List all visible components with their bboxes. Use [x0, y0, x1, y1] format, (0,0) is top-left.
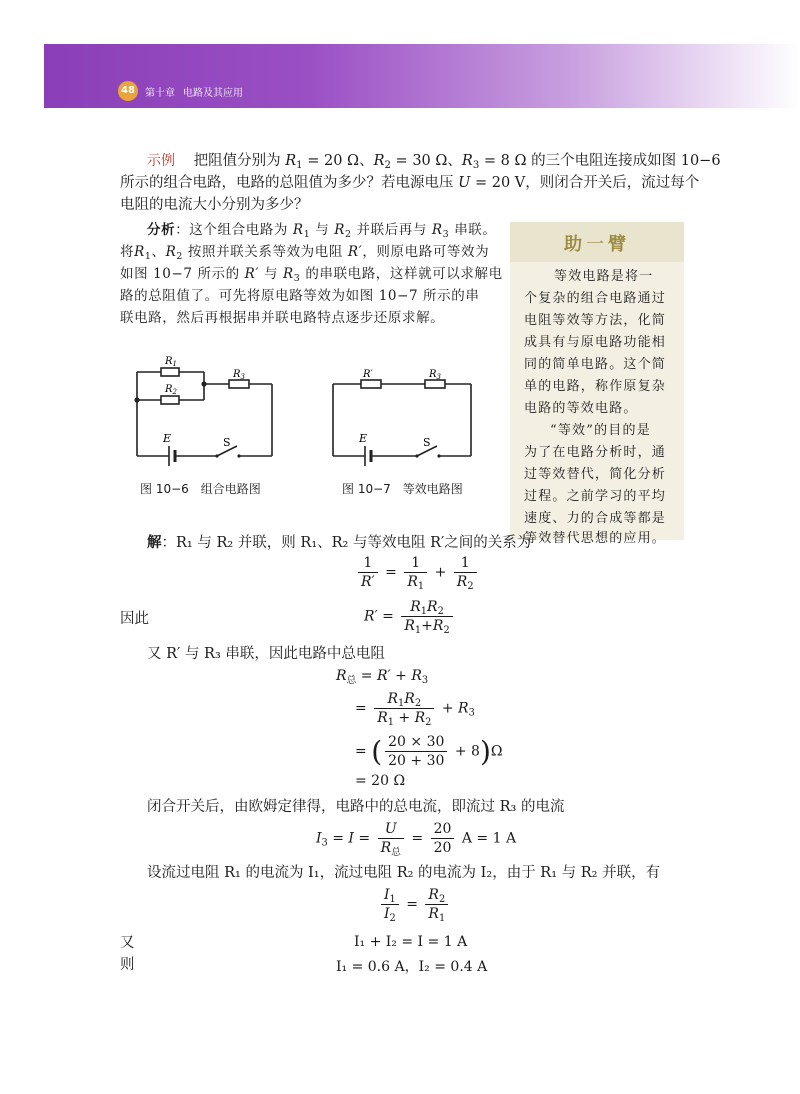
example-text-2: 所示的组合电路，电路的总阻值为多少？若电源电压: [120, 175, 454, 191]
chapter-number: 第十章: [145, 88, 175, 99]
sidebar-line: “等效”的目的是: [550, 423, 651, 438]
equation-ratio: $\frac{I_1}{I_2}$ = $\frac{R_2}{R_1}$: [378, 886, 451, 923]
sidebar-line: 个复杂的组合电路通过: [524, 291, 667, 306]
helper-sidebar-title: [510, 230, 684, 256]
sidebar-line: 过等效替代，简化分析: [524, 467, 667, 482]
example-line-1: 示例 把阻值分别为 $R_1 = 20$ Ω、$R_2 = 30$ Ω、$R_3 = 8$ Ω 的三个电阻连接成如图 10−6: [147, 153, 721, 171]
label-rprime: R′: [363, 369, 373, 380]
sidebar-line: 为了在电路分析时，通: [524, 445, 667, 460]
resistor-r1: [161, 368, 179, 376]
current-split-line: 设流过电阻 R₁ 的电流为 I₁，流过电阻 R₂ 的电流为 I₂，由于 R₁ 与 R₂ 并联，有: [147, 865, 661, 881]
sidebar-line: 速度、力的合成等都是: [524, 511, 667, 526]
sidebar-line: 等效电路是将一: [554, 269, 654, 284]
sidebar-title-right: 臂: [608, 234, 630, 255]
analysis-text-2a: 将: [120, 244, 135, 260]
equation-rprime: R′ = $\frac{R_1R_2}{R_1+R_2}$: [364, 598, 456, 635]
current-result: A = 1 A: [461, 830, 517, 847]
resistor-r2: [161, 396, 179, 404]
ohm-law-line: 闭合开关后，由欧姆定律得，电路中的总电流，即流过 R₃ 的电流: [147, 799, 565, 815]
figure-10-7-caption: 图 10−7 等效电路图: [342, 482, 463, 496]
sidebar-line: 同的简单电路。这个简: [524, 357, 667, 372]
label-e: E: [359, 432, 368, 445]
analysis-text-1b: 与: [315, 222, 330, 238]
sidebar-line: 成具有与原电路功能相: [524, 335, 667, 350]
switch-contact: [415, 454, 418, 457]
helper-sidebar-header: [510, 222, 684, 262]
label-r2: $R_2$: [165, 384, 177, 396]
example-text-1: 把阻值分别为: [193, 153, 281, 169]
equation-total-2: = $\frac{R_1R_2}{R_1 + R_2}$ + $R_3$: [355, 691, 475, 728]
then-label: 则: [120, 957, 135, 973]
equation-result: I₁ = 0.6 A，I₂ = 0.4 A: [336, 959, 488, 975]
solution-label: 解: [147, 534, 162, 551]
label-e: E: [163, 432, 172, 445]
analysis-text-3c: 的串联电路，这样就可以求解电: [305, 266, 503, 282]
analysis-line-3: 如图 10−7 所示的 R′ 与 $R_3$ 的串联电路，这样就可以求解电: [120, 266, 503, 284]
analysis-text-1d: 串联。: [454, 222, 497, 238]
equation-total-4: = 20 Ω: [355, 773, 406, 789]
analysis-label: 分析: [147, 222, 176, 238]
analysis-line-1: 分析：这个组合电路为 $R_1$ 与 $R_2$ 并联后再与 $R_3$ 串联。: [147, 222, 497, 240]
solution-intro-text: ：R₁ 与 R₂ 并联，则 R₁、R₂ 与等效电阻 R′之间的关系为: [161, 535, 532, 551]
analysis-text-2d: ，则原电路可等效为: [362, 244, 490, 260]
sidebar-line: 单的电路，称作原复杂: [524, 379, 667, 394]
equation-current: $I_3 = I$ = $\frac{U}{R_总}$ = $\frac{20}{20}$ A = 1 A: [316, 821, 517, 858]
value-r2: 30 Ω: [412, 153, 448, 169]
analysis-text-2c: 按照并联关系等效为电阻: [187, 244, 343, 260]
sidebar-line: 电路的等效电路。: [524, 401, 638, 416]
value-u: 20 V: [491, 175, 526, 191]
equation-total-3: = ( $\frac{20 \times 30}{20 + 30}$ + 8)Ω: [355, 734, 503, 769]
resistor-r3: [229, 380, 249, 388]
switch-contact: [237, 454, 240, 457]
label-r3: $R_3$: [233, 369, 245, 381]
label-s: S: [423, 436, 431, 449]
analysis-line-2: 将$R_1$、$R_2$ 按照并联关系等效为电阻 R′，则原电路可等效为: [120, 244, 490, 262]
figure-10-6-caption: 图 10−6 组合电路图: [140, 482, 261, 496]
analysis-line-5: 联电路，然后再根据串并联电路特点逐步还原求解。: [120, 310, 445, 326]
sidebar-title-mid: 一: [586, 234, 608, 255]
label-s: S: [223, 436, 231, 449]
therefore-label: 因此: [120, 611, 149, 627]
chapter-heading: [145, 84, 251, 99]
example-line-2: 所示的组合电路，电路的总阻值为多少？若电源电压 U = 20 V，则闭合开关后，流过每个: [120, 175, 700, 191]
switch-contact: [215, 454, 218, 457]
equation-parallel-reciprocal: $\frac{1}{R'}$ = $\frac{1}{R_1}$ + $\frac{1}{R_2}$: [355, 554, 480, 591]
example-line-3: 电阻的电流大小分别为多少？: [120, 197, 309, 213]
chapter-title: 电路及其应用: [183, 88, 243, 99]
sidebar-title-left: 助: [564, 234, 586, 255]
example-label: 示例: [147, 153, 175, 169]
sidebar-line: 等效替代思想的应用。: [524, 531, 667, 546]
junction-dot: [201, 381, 206, 386]
switch-contact: [437, 454, 440, 457]
analysis-text-2b: 、: [151, 244, 166, 260]
equation-sum: I₁ + I₂ = I = 1 A: [354, 934, 468, 950]
page-number: 48: [118, 81, 138, 101]
analysis-text-3a: 如图 10−7 所示的: [120, 266, 240, 282]
equation-total-1: $R_总 = R' + R_3$: [336, 668, 429, 686]
value-r1: 20 Ω: [323, 153, 360, 169]
analysis-text-1a: ：这个组合电路为: [175, 222, 289, 238]
series-line: 又 R′ 与 R₃ 串联，因此电路中总电阻: [147, 646, 385, 662]
also-label: 又: [120, 935, 135, 951]
resistor-rprime: [361, 380, 381, 388]
sidebar-line: 电阻等效等方法，化简: [524, 313, 667, 328]
sidebar-line: 过程。之前学习的平均: [524, 489, 667, 504]
junction-dot: [134, 397, 139, 402]
equivalent-circuit-diagram: [325, 350, 485, 472]
analysis-text-1c: 并联后再与: [356, 222, 427, 238]
label-r3: $R_3$: [429, 369, 441, 381]
analysis-line-4: 路的总阻值了。可先将原电路等效为如图 10−7 所示的串: [120, 288, 480, 304]
resistor-r3: [425, 380, 445, 388]
label-r1: $R_1$: [165, 356, 177, 368]
combined-circuit-diagram: [125, 350, 285, 472]
analysis-text-3b: 与: [264, 266, 279, 282]
value-r3: 8 Ω: [500, 153, 527, 169]
helper-sidebar: [510, 222, 684, 546]
solution-intro: [147, 532, 531, 554]
